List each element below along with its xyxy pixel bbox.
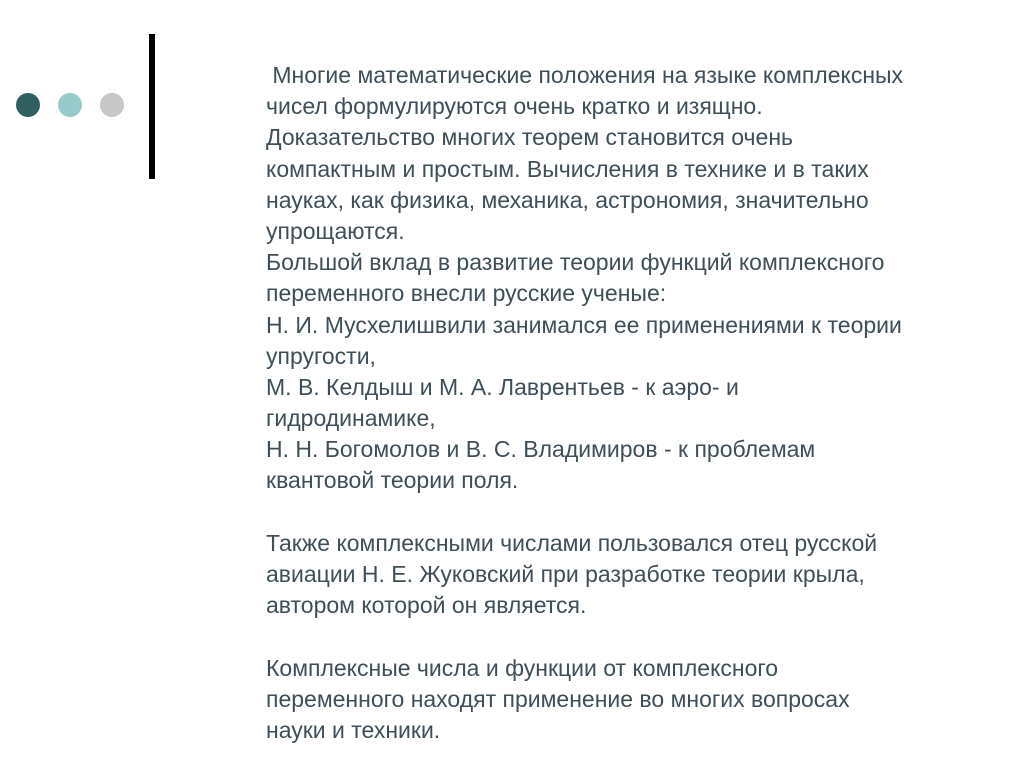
text-line: квантовой теории поля.	[266, 467, 519, 494]
light-teal-dot	[58, 93, 82, 117]
text-line: науки и техники.	[266, 716, 441, 743]
text-line: Комплексные числа и функции от комплексного	[266, 654, 779, 681]
text-line: авиации Н. Е. Жуковский при разработке теории крыла,	[266, 561, 865, 587]
paragraph-2	[266, 528, 1006, 622]
text-line: чисел формулируются очень кратко и изящно.	[266, 93, 763, 120]
gray-dot	[100, 93, 124, 117]
text-line: М. В. Келдыш и М. А. Лаврентьев - к аэро- и	[266, 373, 739, 400]
text-line: Большой вклад в развитие теории функций комплексного	[266, 249, 885, 276]
paragraph-3	[266, 653, 1006, 747]
text-line: науках, как физика, механика, астрономия, значительно	[266, 186, 869, 213]
paragraph-spacer	[266, 621, 1006, 652]
text-line: переменного находят применение во многих вопросах	[266, 685, 850, 712]
text-line: Доказательство многих теорем становится очень	[266, 124, 794, 151]
dark-teal-dot	[16, 93, 40, 117]
text-line: упругости,	[266, 342, 376, 369]
paragraph-spacer	[266, 497, 1006, 528]
text-line: Н. И. Мусхелишвили занимался ее применениями к теории	[266, 311, 902, 338]
text-line: Многие математические положения на языке комплексных	[266, 62, 904, 88]
text-line: переменного внесли русские ученые:	[266, 280, 667, 307]
text-line: упрощаются.	[266, 217, 405, 244]
slide-body-text	[266, 60, 1006, 746]
text-line: автором которой он является.	[266, 592, 587, 619]
text-line: компактным и простым. Вычисления в технике и в таких	[266, 155, 869, 182]
text-line: гидродинамике,	[266, 405, 436, 432]
text-line: Также комплексными числами пользовался отец русской	[266, 529, 878, 556]
paragraph-1	[266, 60, 1006, 497]
vertical-divider	[149, 34, 155, 179]
decorative-dots	[16, 93, 124, 117]
text-line: Н. Н. Богомолов и В. С. Владимиров - к проблемам	[266, 436, 816, 463]
